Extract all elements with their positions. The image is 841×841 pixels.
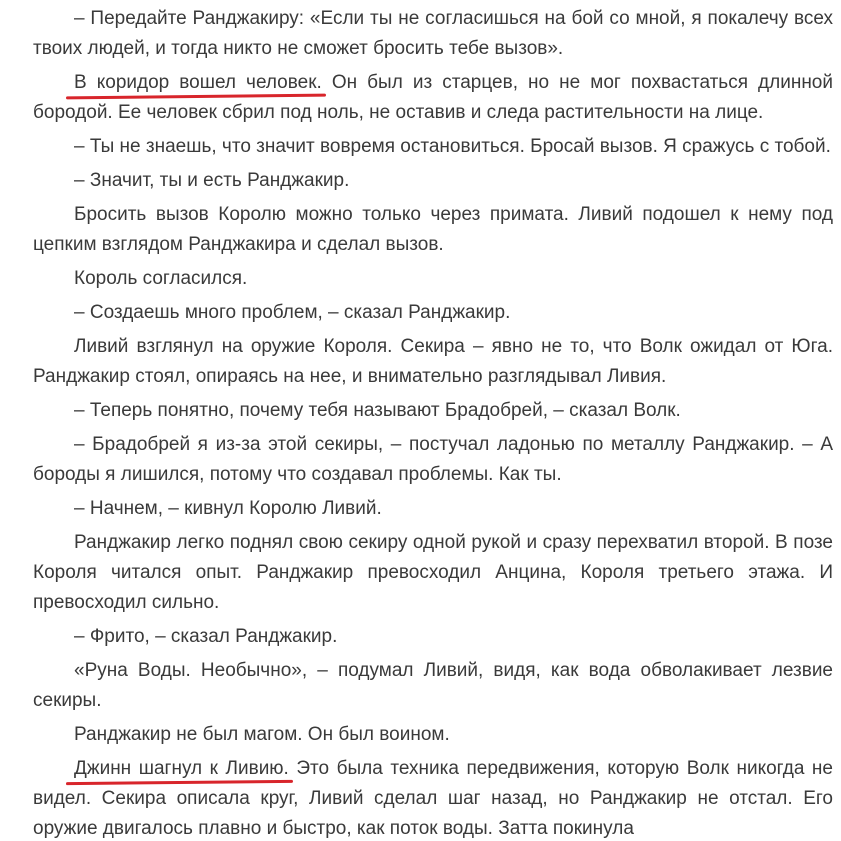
red-underline-mark <box>66 94 326 100</box>
paragraph-13: – Фрито, – сказал Ранджакир. <box>74 626 338 647</box>
paragraph-9: – Теперь понятно, почему тебя называют Брадобрей, – сказал Волк. <box>74 400 681 421</box>
paragraph-2 <box>33 68 833 128</box>
paragraph-16 <box>33 754 833 841</box>
paragraph-6: Король согласился. <box>74 268 248 289</box>
highlighted-text: Джинн шагнул к Ливию. <box>74 758 289 779</box>
paragraph-5: Бросить вызов Королю можно только через примата. Ливий подошел к нему под цепким взглядом Ранджакира и сделал вызов. <box>33 204 833 255</box>
red-underline-mark <box>66 780 293 785</box>
highlighted-text: В коридор вошел человек. <box>74 72 322 93</box>
paragraph-8: Ливий взглянул на оружие Короля. Секира – явно не то, что Волк ожидал от Юга. Ранджакир стоял, опираясь на нее, и внимательно разглядывал Ливия. <box>33 336 833 387</box>
paragraph-text: Это была техника передвижения, которую Волк никогда не видел. Секира описала круг, Ливий сделал шаг назад, но Ранджакир не отстал. Его оружие двигалось плавно и быстро, как поток воды. Затта покинула <box>33 758 833 839</box>
paragraph-14: «Руна Воды. Необычно», – подумал Ливий, видя, как вода обволакивает лезвие секиры. <box>33 660 833 711</box>
paragraph-3: – Ты не знаешь, что значит вовремя остановиться. Бросай вызов. Я сражусь с тобой. <box>74 136 831 157</box>
paragraph-11: – Начнем, – кивнул Королю Ливий. <box>74 498 382 519</box>
paragraph-7: – Создаешь много проблем, – сказал Ранджакир. <box>74 302 511 323</box>
paragraph-1: – Передайте Ранджакиру: «Если ты не согласишься на бой со мной, я покалечу всех твоих людей, и тогда никто не сможет бросить тебе вызов». <box>33 8 833 59</box>
book-text <box>33 4 833 841</box>
highlighted-phrase-2 <box>74 758 289 779</box>
paragraph-15: Ранджакир не был магом. Он был воином. <box>74 724 450 745</box>
paragraph-4: – Значит, ты и есть Ранджакир. <box>74 170 350 191</box>
paragraph-text: Он был из старцев, но не мог похвастаться длинной бородой. Ее человек сбрил под ноль, не оставив и следа растительности на лице. <box>33 72 833 123</box>
paragraph-10: – Брадобрей я из-за этой секиры, – постучал ладонью по металлу Ранджакир. – А бороды я лишился, потому что создавал проблемы. Как ты. <box>33 434 833 485</box>
paragraph-12: Ранджакир легко поднял свою секиру одной рукой и сразу перехватил второй. В позе Короля читался опыт. Ранджакир превосходил Анцина, Короля третьего этажа. И превосходил сильно. <box>33 532 833 613</box>
highlighted-phrase-1 <box>74 72 322 93</box>
